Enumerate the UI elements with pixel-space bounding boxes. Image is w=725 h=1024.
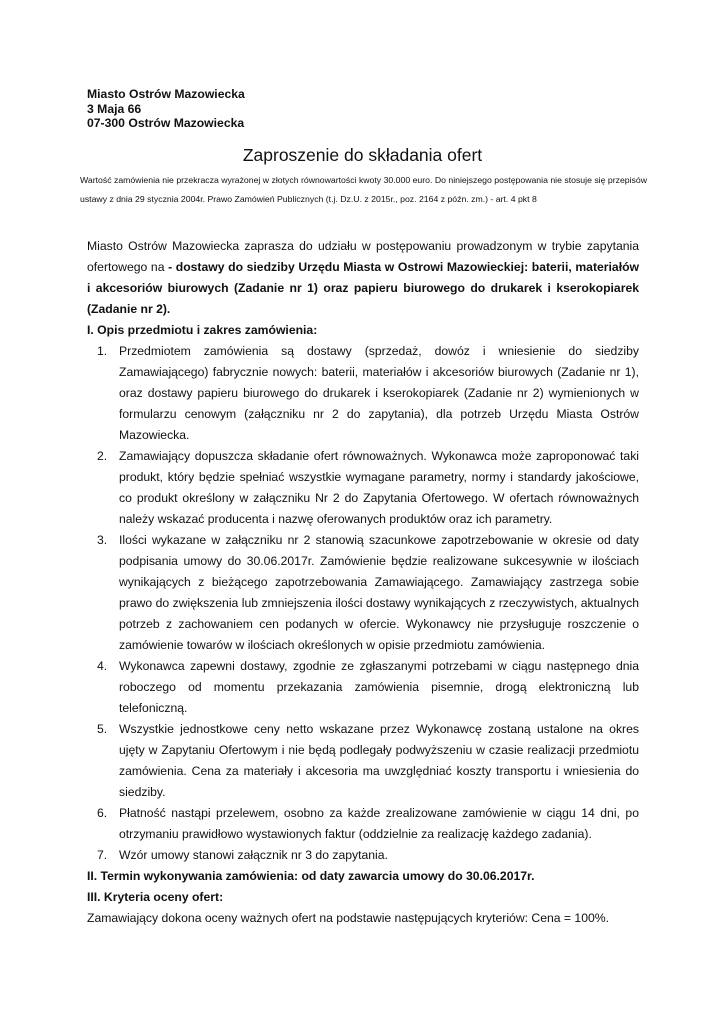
list-item-number: 5. xyxy=(97,722,108,736)
document-body xyxy=(87,236,639,929)
list-item-number: 6. xyxy=(97,806,108,820)
list-item-text: Wykonawca zapewni dostawy, zgodnie ze zgłaszanymi potrzebami w ciągu następnego dnia roboczego od momentu przekazania zamówienia pisemnie, drogą elektroniczną lub telefoniczną. xyxy=(119,659,639,715)
section-3-text: Zamawiający dokona oceny ważnych ofert na podstawie następujących kryteriów: Cena = 100%. xyxy=(87,911,609,925)
legal-note: Wartość zamówienia nie przekracza wyrażonej w złotych równowartości kwoty 30.000 euro. Do niniejszego postępowania nie stosuje się przepisów ustawy z dnia 29 stycznia 2004r. Prawo Zamówień Publicznych (t.j. Dz.U. z 2015r., poz. 2164 z późn. zm.) - art. 4 pkt 8 xyxy=(80,175,647,204)
list-item xyxy=(87,803,639,845)
list-item-text: Płatność nastąpi przelewem, osobno za każde zrealizowane zamówienie w ciągu 14 dni, po otrzymaniu prawidłowo wystawionych faktur (oddzielnie za realizację każdego zadania). xyxy=(119,806,639,841)
list-item-number: 4. xyxy=(97,659,108,673)
list-item xyxy=(87,845,639,866)
address-line-3: 07-300 Ostrów Mazowiecka xyxy=(87,116,245,130)
section-3-heading: III. Kryteria oceny ofert: xyxy=(87,890,224,904)
list-item-number: 1. xyxy=(97,344,108,358)
requirements-list xyxy=(87,341,639,866)
document-title: Zaproszenie do składania ofert xyxy=(242,145,483,165)
list-item-number: 3. xyxy=(97,533,108,547)
list-item xyxy=(87,530,639,656)
section-1-heading: I. Opis przedmiotu i zakres zamówienia: xyxy=(87,323,318,337)
list-item xyxy=(87,446,639,530)
list-item-text: Ilości wykazane w załączniku nr 2 stanowią szacunkowe zapotrzebowanie w okresie od daty podpisania umowy do 30.06.2017r. Zamówienie będzie realizowane sukcesywnie w ilościach wynikających z bieżącego zapotrzebowania Zamawiającego. Zamawiający zastrzega sobie prawo do zwiększenia lub zmniejszenia ilości dostawy wynikających z rzeczywistych, aktualnych potrzeb z zachowaniem cen podanych w ofercie. Wykonawcy nie przysługuje roszczenie o zamówienie towarów w ilościach określonych w opisie przedmiotu zamówienia. xyxy=(119,533,639,652)
address-block xyxy=(87,87,245,131)
section-2-heading: II. Termin wykonywania zamówienia: od daty zawarcia umowy do 30.06.2017r. xyxy=(87,869,535,883)
list-item-text: Wszystkie jednostkowe ceny netto wskazane przez Wykonawcę zostaną ustalone na okres ujęty w Zapytaniu Ofertowym i nie będą podlegały podwyższeniu w czasie realizacji przedmiotu zamówienia. Cena za materiały i akcesoria ma uwzględniać koszty transportu i wniesienia do siedziby. xyxy=(119,722,639,799)
intro-bold-text: - dostawy do siedziby Urzędu Miasta w Ostrowi Mazowieckiej: baterii, materiałów i akcesoriów biurowych (Zadanie nr 1) oraz papieru biurowego do drukarek i kserokopiarek (Zadanie nr 2). xyxy=(87,260,639,316)
list-item-number: 2. xyxy=(97,449,108,463)
list-item-text: Przedmiotem zamówienia są dostawy (sprzedaż, dowóz i wniesienie do siedziby Zamawiającego) fabrycznie nowych: baterii, materiałów i akcesoriów biurowych (Zadanie nr 1), oraz dostawy papieru biurowego do drukarek i kserokopiarek (Zadanie nr 2) wymienionych w formularzu cenowym (załączniku nr 2 do zapytania), dla potrzeb Urzędu Miasta Ostrów Mazowiecka. xyxy=(119,344,639,442)
list-item xyxy=(87,341,639,446)
list-item-number: 7. xyxy=(97,848,108,862)
list-item xyxy=(87,656,639,719)
address-line-1: Miasto Ostrów Mazowiecka xyxy=(87,87,245,101)
list-item xyxy=(87,719,639,803)
list-item-text: Zamawiający dopuszcza składanie ofert równoważnych. Wykonawca może zaproponować taki produkt, który będzie spełniać wszystkie wymagane parametry, normy i standardy jakościowe, co produkt określony w załączniku Nr 2 do Zapytania Ofertowego. W ofertach równoważnych należy wskazać producenta i nazwę oferowanych produktów oraz ich parametry. xyxy=(119,449,639,526)
list-item-text: Wzór umowy stanowi załącznik nr 3 do zapytania. xyxy=(119,848,388,862)
intro-paragraph xyxy=(87,236,639,320)
intro-text: Miasto Ostrów Mazowiecka zaprasza do udziału w postępowaniu prowadzonym w trybie zapytania ofertowego na xyxy=(87,239,639,274)
address-line-2: 3 Maja 66 xyxy=(87,101,142,116)
